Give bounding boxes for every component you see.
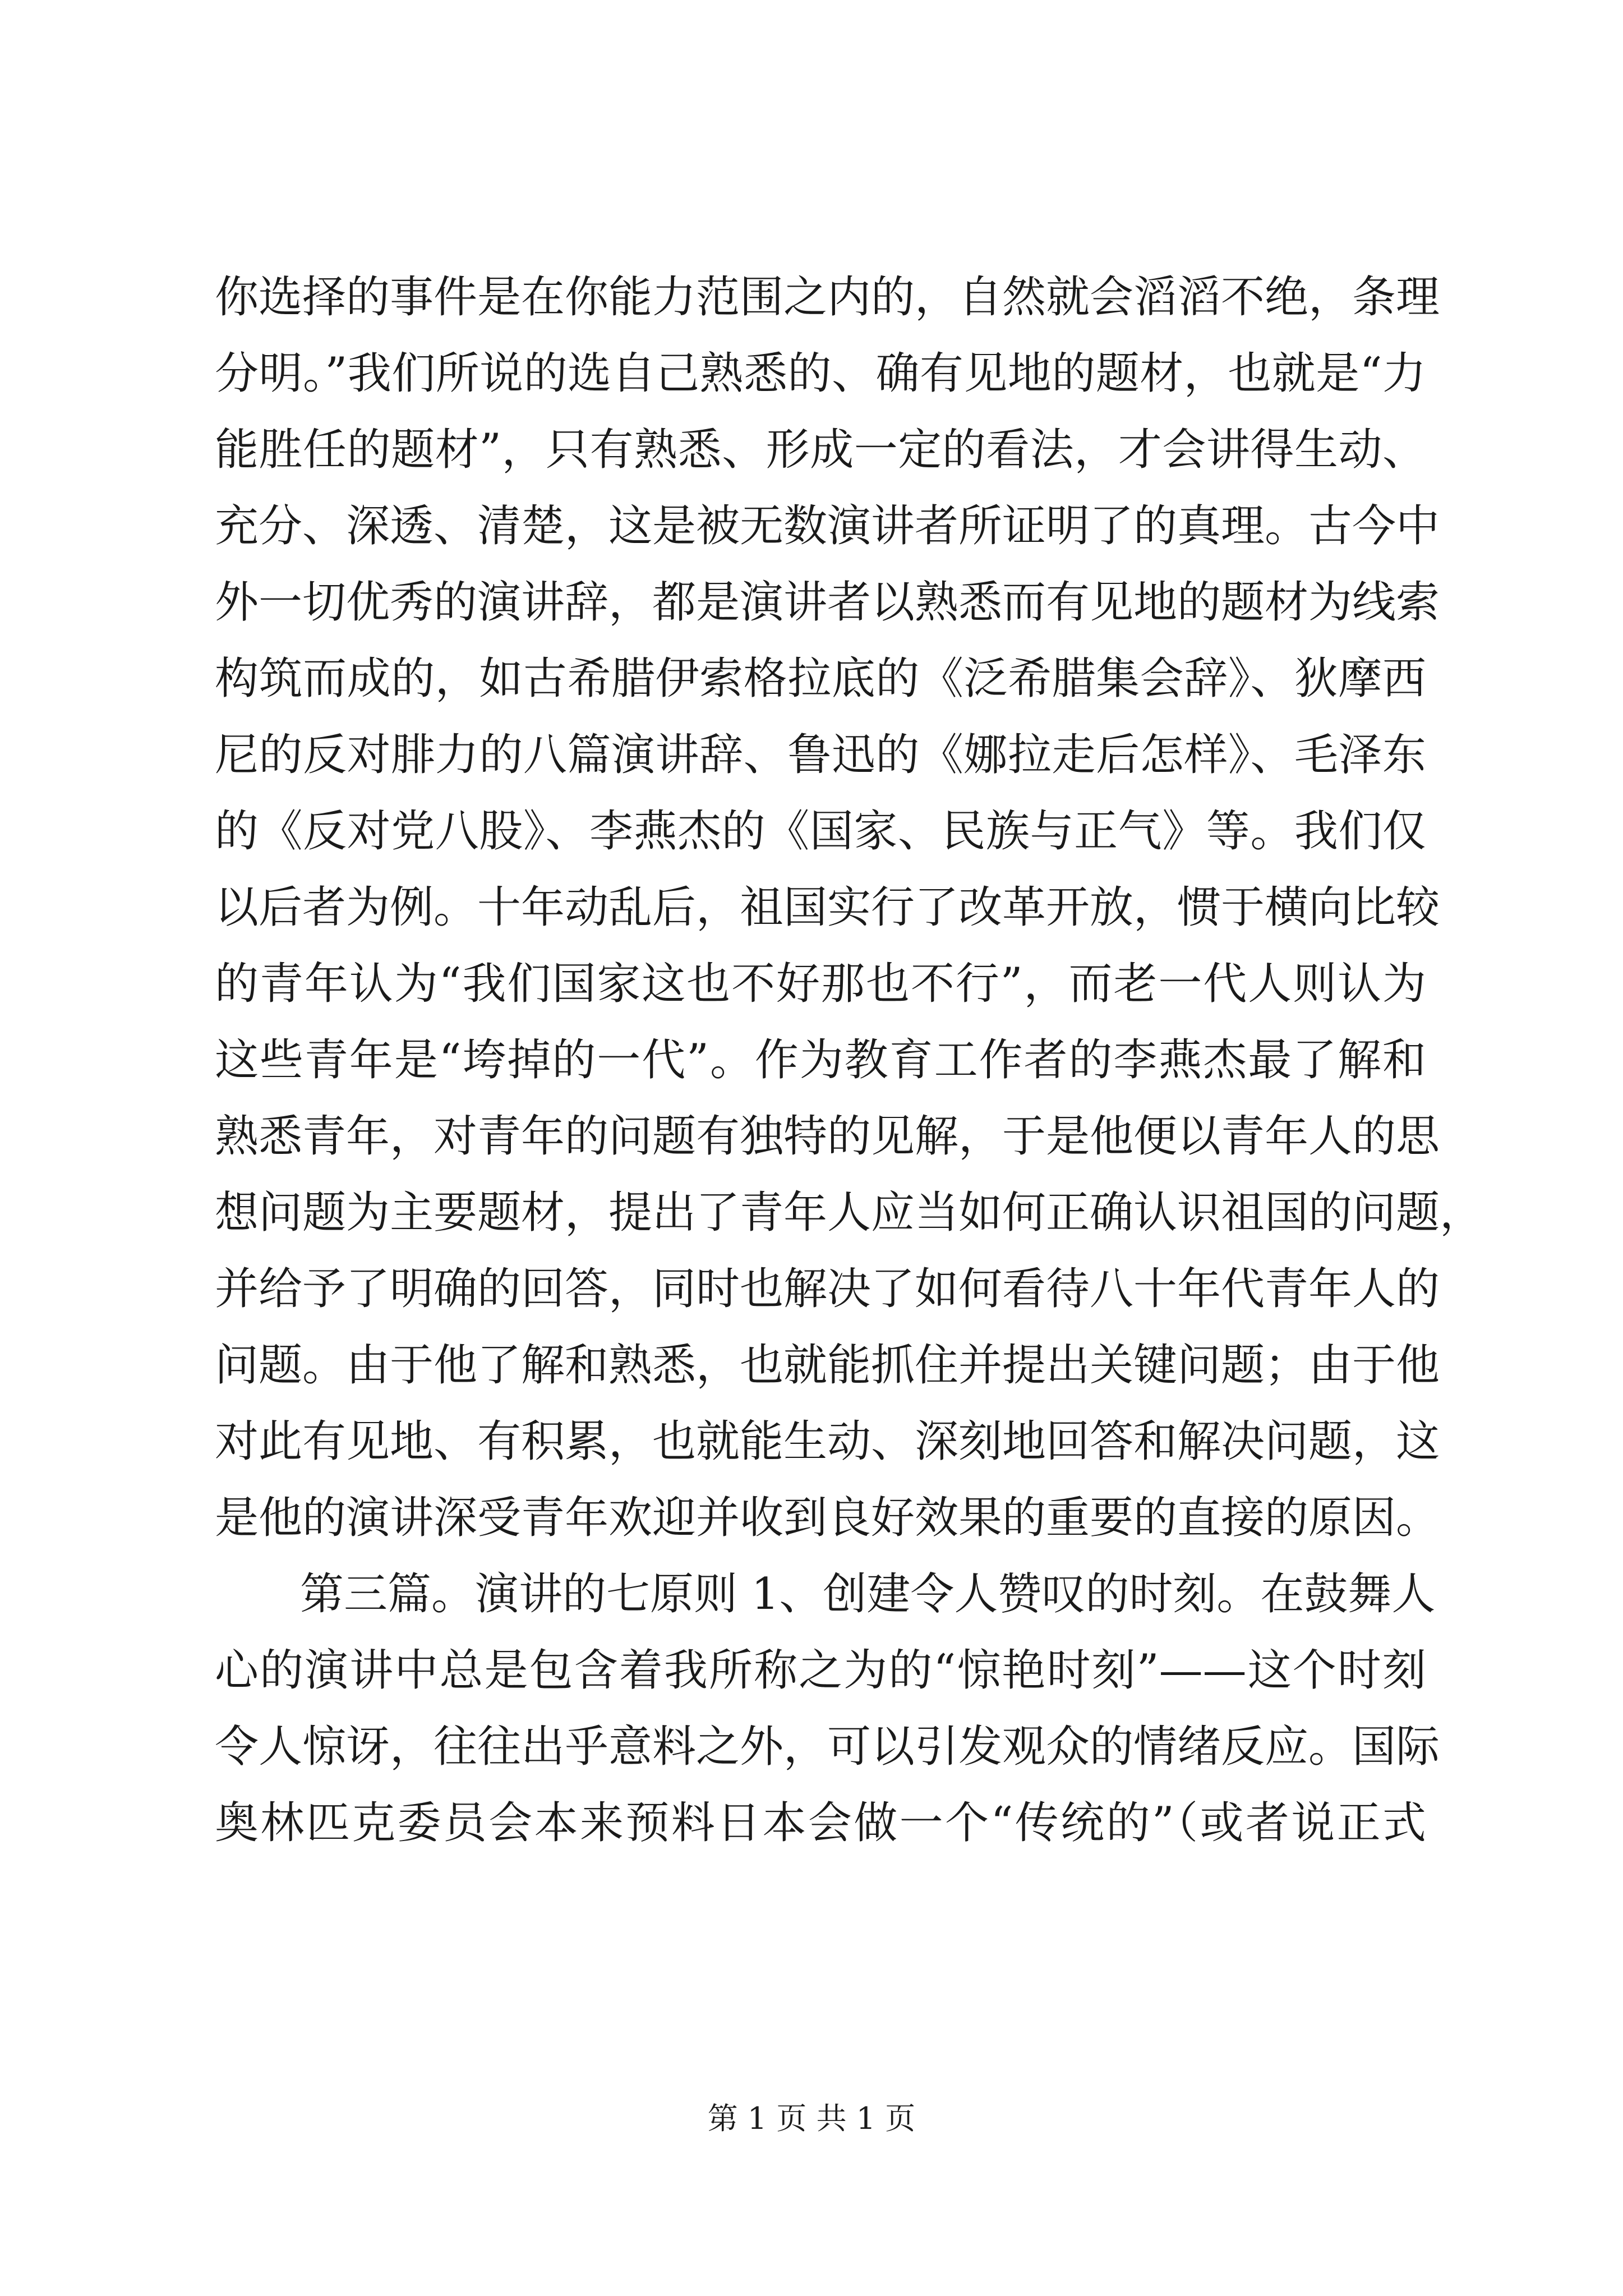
text-line: 尼的反对腓力的八篇演讲辞、鲁迅的《娜拉走后怎样》、毛泽东 [215,730,1426,780]
text-line: 令人惊讶，往往出乎意料之外，可以引发观众的情绪反应。国际 [215,1722,1440,1772]
text-line: 分明。”我们所说的选自己熟悉的、确有见地的题材，也就是“力 [215,348,1426,399]
text-line: 充分、深透、清楚，这是被无数演讲者所证明了的真理。古今中 [215,501,1440,551]
text-line: 以后者为例。十年动乱后，祖国实行了改革开放，惯于横向比较 [215,882,1440,933]
text-line: 能胜任的题材”，只有熟悉、形成一定的看法，才会讲得生动、 [215,425,1426,475]
text-line: 对此有见地、有积累，也就能生动、深刻地回答和解决问题，这 [215,1416,1440,1467]
text-line: 的《反对党八股》、李燕杰的《国家、民族与正气》等。我们仅 [215,806,1426,857]
text-line: 并给予了明确的回答，同时也解决了如何看待八十年代青年人的 [215,1264,1440,1314]
text-line: 第三篇。演讲的七原则 1、创建令人赞叹的时刻。在鼓舞人 [300,1569,1436,1619]
text-line: 构筑而成的，如古希腊伊索格拉底的《泛希腊集会辞》、狄摩西 [215,654,1426,704]
text-line: 的青年认为“我们国家这也不好那也不行”，而老一代人则认为 [215,959,1426,1009]
body-text [215,259,1484,1861]
text-line: 是他的演讲深受青年欢迎并收到良好效果的重要的直接的原因。 [215,1493,1440,1543]
text-line: 你选择的事件是在你能力范围之内的，自然就会滔滔不绝，条理 [215,272,1440,323]
text-line: 外一切优秀的演讲辞，都是演讲者以熟悉而有见地的题材为线索 [215,577,1440,628]
text-line: 问题。由于他了解和熟悉，也就能抓住并提出关键问题；由于他 [215,1340,1440,1391]
text-line: 想问题为主要题材，提出了青年人应当如何正确认识祖国的问题， [215,1188,1484,1238]
text-line: 奥林匹克委员会本来预料日本会做一个“传统的”（或者说正式 [215,1798,1426,1848]
text-line: 这些青年是“垮掉的一代”。作为教育工作者的李燕杰最了解和 [215,1035,1426,1085]
text-line: 熟悉青年，对青年的问题有独特的见解，于是他便以青年人的思 [215,1111,1440,1162]
text-line: 心的演讲中总是包含着我所称之为的“惊艳时刻”——这个时刻 [215,1645,1426,1696]
page-number-footer: 第 1 页 共 1 页 [707,2101,916,2136]
